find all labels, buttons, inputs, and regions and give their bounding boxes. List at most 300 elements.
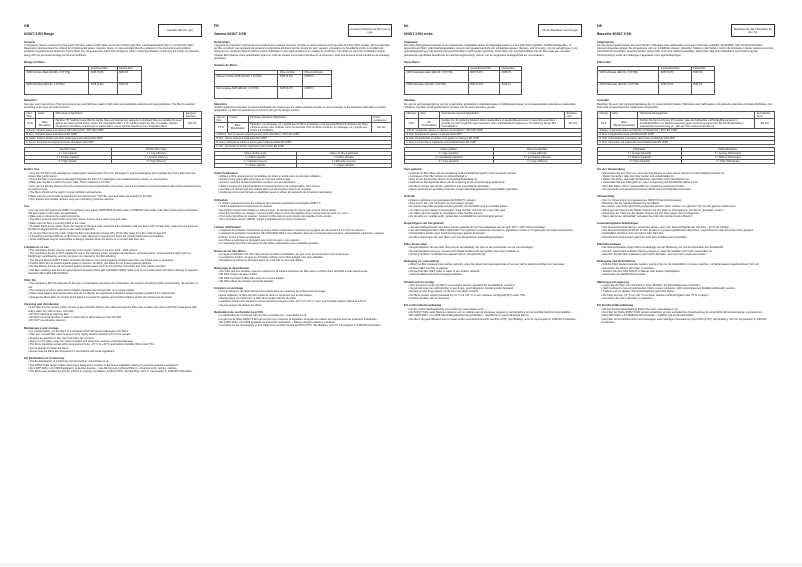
list-item: • De filtermarkeringen zijn voor filters voor niet-aangedreven ademhalingstoestellen. xyxy=(408,236,582,239)
section-heading: Beperkingen van het gebruik xyxy=(404,221,444,226)
list-item: • Het ademhalingstoestel is NIET GESCHIKT voor gebruik in explosieve atmosferen, afgesloten ruimtes en omgevingen met hoge temperaturen. xyxy=(408,229,582,232)
list-item: • Nach Gebrauch muss ein gebrauchter Filter in einem trockenen, dicht verschlossenen Behälter aufbewahrt werden. xyxy=(601,287,775,290)
section-list xyxy=(214,290,392,306)
list-item: • If the filter is to be reused, either remove or keep the filter fitted to the mask and wipe the filter outer surface only with a soft cloth made damp with soapy water. Dry with a clean, soft cloth. xyxy=(28,306,202,313)
range-table-header: Deeltjesfilter xyxy=(500,67,522,71)
list-item: • Assurez-vous que la date d'expiration du filtre n'est pas dépassée. xyxy=(218,181,392,184)
filter-class-table xyxy=(214,151,392,168)
list-item: • La durée d'utilisation d'un filtre dépend des conditions d'utilisation, du type et de la concentration du contaminant. xyxy=(218,253,392,256)
range-table-cell: 6035 Halbmaske (EN140 / 3 STYPE) xyxy=(598,83,659,95)
section-list xyxy=(404,246,582,256)
general-heading: Algemeen xyxy=(404,39,418,44)
list-item: • Pour fixer les filtres au masque : tournez le filtre dans le sens des aiguilles d'une montre jusqu'à sentir un « clic ». xyxy=(218,212,392,215)
list-item: • Partikelfilter schützen nicht vor Gasen oder Dämpfen. xyxy=(601,232,775,235)
gas-filter-row: B Grijs: Anorganische gassen en dampen EN 14387 xyxy=(405,133,582,137)
table-row xyxy=(215,163,392,167)
class-table-cell: 2 = medium efficiency xyxy=(111,156,201,160)
list-item: • EN 14387:2004 + A1:2008 Appareils de protection respiratoire – Filtre(s) antigaz et filtre(s) combinés. xyxy=(218,321,392,324)
range-table-header: Particle Filter xyxy=(117,67,141,71)
section-list xyxy=(214,270,392,283)
list-item: • Soll der Filter wiederverwendet werden, wischen Sie nur die Außenfläche mit einem weichen, mit Seifenwasser angefeuchteten Tuch ab. xyxy=(601,263,775,266)
range-table-header: Gecombineerd filter xyxy=(468,67,500,71)
range-table-cell: 6035 (5-P3) xyxy=(468,83,500,95)
list-item: • Le marquage des filtres correspond à des filtres respiratoires sans ventilation assistée. xyxy=(218,242,392,245)
list-item: • De gebruiksduur van een filter hangt af van de belasting, het type en de concentratie van de verontreiniging. xyxy=(408,246,582,249)
general-text: A respiratory device consists of a face piece (full face mask or half mask) and a pair of filters (gas filter, particulate/particle filter, or combination filter). Respiratory devices clean the inhaled air of detrimental gases, vapours, dusts, or mists provided that the guidance in the instructions and ambient protection regulations are observed. These filters are not guaranteed. Each filter displays a colour coded specification concerning the scope of protection, along with the permitted storage period and conditions. xyxy=(24,43,200,57)
range-table-cell: 6035 P3 xyxy=(691,83,714,95)
list-item: • The filters were certified by and are subject to ongoing surveillance by BSI (2797), Say Building, John M. Keynesplein 9, 1066 EP Amsterdam. xyxy=(28,370,202,373)
selection-table-cell: P3 R xyxy=(215,122,228,132)
class-table-header: Particle Filter Class xyxy=(111,148,201,152)
list-item: • De filters zijn gecertificeerd door en staan onder voortdurend toezicht van BSI (2797), Say Building, John M. Keynesplein 9, 1066 EP Amsterdam. xyxy=(408,318,582,321)
list-item: • The respiratory filter life depends on the type, concentration and nature of contaminant, the wearer's breathing rhythm and intensity, the duration of use. xyxy=(28,282,202,289)
section-heading: Before Use xyxy=(24,167,40,172)
range-of-filters-table xyxy=(597,66,715,95)
section-heading: Reiniging en ontsmetting xyxy=(404,259,439,264)
table-row xyxy=(598,141,775,145)
list-item: • Pour le transport, les filtres doivent être placés dans un conteneur qui évitera tout dommage. xyxy=(218,290,392,293)
list-item: • Die Filterkennzeichnungen gelten für nicht aktiv belüftete Atemschutzfilter. xyxy=(601,236,775,239)
list-item: • Er moeten twee filters tegelijk worden gebruikt, van hetzelfde type en dezelfde klasse. xyxy=(408,205,582,208)
range-table-cell: 6035 Full Face Mask (EN136 / 3 STYPE) xyxy=(25,71,89,83)
range-table-header: Kombinationsfilter xyxy=(659,67,691,71)
list-item: • Zorg ervoor dat u de instructies van het masker opvolgt. xyxy=(408,202,582,205)
section-heading: Filterlebensdauer xyxy=(597,241,622,246)
language-code: FR xyxy=(214,24,219,28)
class-table-cell: 3 = Hohe Wirksamkeit xyxy=(681,160,774,164)
range-table-cell: 6035 P3 xyxy=(500,71,522,83)
range-heading: Gamme de filtres xyxy=(214,63,238,68)
list-item: • L'appareil de protection respiratoire NE CONVIENT PAS à une utilisation dans les environnements suivants : atmosphères explosives, espaces confinés, zones à haute température. xyxy=(218,232,392,239)
list-item: • Remplacez les filtres au plus tard après six mois s'ils ne sont pas utilisés. xyxy=(218,259,392,262)
selection-table-cell: Particles: "R" marking means that the particle filters and particle filter elements in combined filters are suitable for reuse against aerosols (several times). Gases: For combination filters, a "R" marking means the filter is reusable. Vapours: Designates a mandatory requirement on particle filters, it is an optional requirement on combination filters. xyxy=(54,119,184,129)
table-row xyxy=(25,141,202,145)
list-item: • For use only with approved 6035/7.5 respiratory face pieces (6035/7550 full face mask or 6035/400 half mask); refer also to face piece instructions (full face mask or half mask, as applicable). xyxy=(28,209,202,216)
gas-filter-row: E Yellow: Sulphur dioxide and other acidic gases and vapours EN 14387 xyxy=(25,137,202,141)
class-table-cell: 1 = Geringe Kapazität xyxy=(598,152,682,156)
list-item: • NE PAS utiliser de produits nettoyants abrasifs. xyxy=(218,280,392,283)
list-item: • Two filters must be used at the same time; these must be of the same type and class. xyxy=(28,218,202,221)
general-heading: General xyxy=(24,39,35,44)
class-table-header: Klasse gasfilter xyxy=(405,148,494,152)
list-item: • EN 14387:2004 + A1:2008 Ademhalingsbeschermingsmiddelen – Gasfilter(s) en gecombineerde filter(s). xyxy=(408,314,582,317)
list-item: • The EU Declaration of Conformity can be found at: www.dtsafe.co.uk xyxy=(28,360,202,363)
list-item: • Die Filter dürfen nicht in sauerstoffarmer Umgebung verwendet werden. xyxy=(601,185,775,188)
section-heading: Nettoyage et désinfection xyxy=(214,265,250,270)
list-item: • Filters used against detrimental gases that do not display any significant indications require special regulations for replacement. xyxy=(28,292,202,295)
list-item: • For transportation, put the filters in a container which will prevent damage to the filters. xyxy=(28,330,202,333)
section-list xyxy=(24,172,202,202)
list-item: • Make sure to observe the mask instructions. xyxy=(28,215,202,218)
selection-table-cell: Particules : Le marquage « R » signifie que les filtres à particules et les éléments filtrants à particules des filtres combinés peuvent être réutilisés contre les aérosols. Pour les filtres combinés, un marquage « R » signifie que le filtre est réutilisable. xyxy=(248,122,371,132)
selection-table-header: Principaux domaines d'application xyxy=(248,115,371,122)
class-table-header: Classe du filtre à particules xyxy=(296,151,391,155)
range-table-cell: 6035 Half Mask (EN140 / 3 STYPE) xyxy=(25,83,89,95)
section-heading: Filter levensduur xyxy=(404,241,428,246)
list-item: • Normal filtering devices do not protect against certain gases such as CO (carbon monoxide) and CO2 (carbon dioxide). xyxy=(28,265,202,268)
selection-heading: Sélection xyxy=(214,101,227,106)
section-list xyxy=(24,249,202,275)
list-item: • Si le filtre doit être réutilisé, essuyez uniquement la surface extérieure du filtre avec un chiffon doux humidifié à l'eau savonneuse. xyxy=(218,270,392,273)
selection-table-cell: P3 R xyxy=(405,119,419,129)
section-list xyxy=(404,226,582,239)
section-heading: Limitations of use xyxy=(24,244,49,249)
range-table-cell: 6035 P3 xyxy=(500,83,522,95)
class-table-cell: 2 = Efficacité moyenne xyxy=(296,159,391,163)
selection-table-header: Filter Type xyxy=(25,112,36,119)
list-item: • Les filtres à particules ne protègent pas contre les gaz ou les vapeurs. xyxy=(218,239,392,242)
general-text: L'appareil de protection respiratoire est constitué d'un masque (masque complet ou demi-masque) et d'une paire de filtres (filtre antigaz, filtre à particules ou filtre combiné). Les appareils de protection respiratoire éliminent de l'air respiré les gaz, vapeurs, poussières ou brouillards nocifs, à condition de respecter les consignes figurant dans la notice d'utilisation et les réglementations en matière de protection. Ces filtres ne sont pas à utilisation unique. Chaque filtre dispose d'une spécification ayant un code de couleur concernant l'étendue de la protection, ainsi que la durée et les conditions de stockage autorisées. xyxy=(214,43,390,61)
list-item: • Verwenden Sie den Filter nur, wenn die Verpackung vor dem ersten Gebrauch unbeschädigt/versiegelt ist. xyxy=(601,172,775,175)
list-item: • Versuchen Sie NICHT, den Filter zu waschen. xyxy=(601,267,775,270)
list-item: • Deux filtres doivent être utilisés en même temps ; ils doivent être du même type et de la même classe. xyxy=(218,209,392,212)
class-table-cell: 2 = Mittlere Kapazität xyxy=(598,156,682,160)
list-item: • Some individuals may be susceptible to allergic reaction when the device is in contact with their skin. xyxy=(28,238,202,241)
language-column-de xyxy=(597,20,775,324)
section-list xyxy=(404,284,582,300)
selection-table-cell: Deeltjes: De 'R'-markering betekent dat de deeltjesfilters en deeltjesfilterelementen in gecombineerde filters geschikt zijn voor hergebruik tegen aerosolen. Voor combinatiefilters betekent een 'R'-markering dat het filter herbruikbaar is. xyxy=(440,119,565,129)
selection-table-cell: EN 143 xyxy=(184,119,202,129)
selection-table-cell: Partikel: Die Kennzeichnung „R“ bedeutet, dass die Partikelfilter und Partikelfilterelemente in Kombinationsfiltern zur Wiederverwendung gegen Aerosole geeignet sind. Bei Kombinationsfiltern bedeutet die Kennzeichnung „R“, dass der Filter wiederverwendbar ist. xyxy=(638,119,755,129)
list-item: • De 6035/7.5 EN-reeks filters is ontworpen om te voldoen aan de Europese wetgeving met betrekking tot persoonlijke beschermingsmiddelen. xyxy=(408,311,582,314)
class-table-cell: 1 = lage capaciteit xyxy=(405,152,494,156)
list-item: • Probeer de filters niet te repareren. xyxy=(408,297,582,300)
class-table-cell: 2 = medium capacity xyxy=(25,156,112,160)
list-item: • Only trained and suitable persons may use respiratory protective devices. xyxy=(28,198,202,201)
list-item: • De EU-conformiteitsverklaring is te vinden op: www.dtsafe.co.uk xyxy=(408,308,582,311)
class-table-cell: 3 = Hohe Kapazität xyxy=(598,160,682,164)
section-heading: Cleaning and disinfection xyxy=(24,301,60,306)
gas-filter-row: B Grau: Anorganische Gase und Dämpfe EN 14387 xyxy=(598,133,775,137)
gas-filter-row: A Marron : Gaz et vapeurs organiques avec point d'ébullition > 65°C EN 14387 xyxy=(215,132,392,136)
gas-filter-row: B Gris : Gaz et vapeurs inorganiques EN 14387 xyxy=(215,136,392,140)
range-table-cell: 6035 (5-P3) xyxy=(89,71,117,83)
list-item: • À utiliser uniquement avec les masques de protection respiratoire homologués 6035/7.5. xyxy=(218,202,392,205)
list-item: • Die Filter sind zertifiziert durch und unterliegen einer ständigen Überwachung durch BSI (2797), Say Building, John M. Keynesplein 9, 1066 EP Amsterdam. xyxy=(601,318,775,325)
list-item: • Es müssen zwei Filter gleichzeitig verwendet werden; diese müssen vom gleichen Typ und der gleichen Klasse sein. xyxy=(601,205,775,208)
filter-class-table xyxy=(404,147,582,164)
list-item: • Stellen Sie sicher, dass das Verfallsdatum des Filters nicht überschritten ist. xyxy=(601,178,775,181)
list-item: • Change the filters after six months at the latest if not used (for particle and combined filters) and/or the hazard can be tested. xyxy=(28,296,202,299)
class-table-cell: 1 = Faible capacité xyxy=(215,155,297,159)
class-table-cell: 3 = High capacity xyxy=(25,160,112,164)
list-item: • Voor transport moeten de filters in een houder worden geplaatst die beschadiging voorkomt. xyxy=(408,284,582,287)
section-heading: Vor der Verwendung xyxy=(597,167,625,172)
selection-table-cell: Blanc (Réutilisable) xyxy=(227,122,248,132)
selection-table-cell: EN 143 xyxy=(565,119,582,129)
table-row xyxy=(215,74,332,86)
list-item: • Alleen getrainde en geschikte personen mogen ademhalingsbeschermingsmiddelen gebruiken. xyxy=(408,188,582,191)
filter-selection-table xyxy=(404,111,582,145)
list-item: • The filtering device 6035/7.5 offers protection for short or long period against contaminants that may irritate eyes or penetrate. xyxy=(28,259,202,262)
list-item: • Das Atemschutzgerät ist NICHT für den Einsatz in explosionsgefährdeten Bereichen, engen Räumen oder bei hoher Hitze geeignet. xyxy=(601,229,775,232)
list-item: • La présence d'odeur, de goût ou d'irritation indique que le filtre antigaz n'est plus utilisable. xyxy=(218,256,392,259)
list-item: • Controleer of het filter schoon en onbeschadigd is. xyxy=(408,175,582,178)
list-item: • Wenn das Atmen schwerfällt, verlassen Sie sofort den kontaminierten Bereich. xyxy=(601,215,775,218)
selection-table-header: Colour xyxy=(36,112,54,119)
section-heading: Filter life xyxy=(24,278,37,283)
list-item: • Ersetzen Sie die Filter spätestens nach sechs Monaten, wenn sie nicht verwendet wurden. xyxy=(601,253,775,256)
list-item: • The respiratory device is NOT suitable for use in the following areas: explosive atmospheres, confined spaces, areas involving high heat (e.g. firefighting), sandblasting, and any purpose not covered by the filter labelling. xyxy=(28,252,202,259)
table-row xyxy=(215,122,392,132)
list-item: • De aanwezigheid van geur, smaak en/of irritatie betekent dat het gasfilter niet meer bruikbaar is. xyxy=(408,250,582,253)
selection-text: Beachten Sie auch die Gebrauchsanleitung der zu verwendenden Maske (Vollmaske oder Halbmaske) und geltende nationale und lokale Richtlinien. Der Filter wird entsprechend der Gefahrenart ausgewählt. xyxy=(597,102,773,109)
list-item: • Make sure the filter is correctly fitted to the mask. xyxy=(28,222,202,225)
section-list xyxy=(597,263,775,276)
gas-filter-row: B Grey: Inorganic gases and vapours EN 14387 xyxy=(25,133,202,137)
class-table-header: Classe du filtre à gaz xyxy=(215,151,297,155)
product-range-title: 6035/7.5 EN Range xyxy=(24,32,55,37)
list-item: • Die Filter sind bei -10 °C bis +30 °C und einer relativen Luftfeuchtigkeit unter 75 % zu lagern. xyxy=(601,294,775,297)
selection-table-header: Couleur xyxy=(227,115,248,122)
product-range-title: Gamme 6035/7.5 EN xyxy=(214,32,247,37)
section-list xyxy=(24,282,202,298)
list-item: • DO NOT attempt to wash the filter. xyxy=(28,313,202,316)
list-item: • Als het ademen moeilijk wordt, verlaat dan onmiddellijk het verontreinigde gebied. xyxy=(408,215,582,218)
list-item: • To attach filters to the mask: check the integrity of the face seal, rotate the filter clockwise until you feel a 'lock' (image 3/4), make sure the arrow on the filter is aligned with the arrow on the mask (image 3/5). xyxy=(28,225,202,232)
class-table-cell: 3 = High efficiency xyxy=(111,160,201,164)
selection-table-header: Europese norm xyxy=(565,112,582,119)
list-item: • Verwenden Sie das Filtergerät nur, wenn Umgebung und Schadstoffe bekannt sind. xyxy=(601,181,775,184)
filter-class-table xyxy=(597,147,775,164)
language-code: NL xyxy=(404,24,409,28)
range-heading: Serie filters xyxy=(404,60,420,65)
list-item: • Das Atemschutzgerät darf nur verwendet werden, wenn der Sauerstoffgehalt der Luft 19,5 – 23 % Vol. beträgt. xyxy=(601,226,775,229)
list-item: • La gamme de filtres 6035/7.5 EN est conçue pour respecter la législation européenne relative aux équipements de protection individuelle. xyxy=(218,318,392,321)
selection-text: Veuillez également consulter le manuel d'utilisation du masque qui est utilisé (masque complet ou demi-masque) et les directives nationales et locales applicables. Le filtre est sélectionné en fonction du type de danger présent. xyxy=(214,105,387,113)
list-item: • NE PAS immerger le filtre dans l'eau ou un autre liquide. xyxy=(218,277,392,280)
list-item: • Veillez à respecter les instructions du masque. xyxy=(218,205,392,208)
range-table-cell: 6035 P3 xyxy=(691,71,714,83)
general-heading: Généralités xyxy=(214,39,230,44)
gas-filter-row: K Grün: Ammoniak und organische Ammoniakderivate EN 14387 xyxy=(598,141,775,145)
section-heading: Verwendung xyxy=(597,194,615,199)
section-list xyxy=(214,253,392,263)
class-table-cell: 2 = gemiddelde efficiëntie xyxy=(493,156,581,160)
class-table-header: Gas Filter Class xyxy=(25,148,112,152)
range-table-cell: 6035 (5-P3) xyxy=(468,71,500,83)
list-item: • Gebruik het filterapparaat alleen als de omgeving en de verontreiniging bekend zijn. xyxy=(408,181,582,184)
list-item: • Vervang de filters na uiterlijk zes maanden als ze niet gebruikt zijn. xyxy=(408,253,582,256)
class-table-cell: 3 = hoge efficiëntie xyxy=(493,160,581,164)
selection-table-cell: White (Reusable) xyxy=(36,119,54,129)
list-item: • The filter markings and lines for gas-powered respirator filters (EN 12941/EN 12942) make sure not to contact them with filter markings of powered respirator filters (EN 12941/12942). xyxy=(28,269,202,276)
list-item: • Bewaar op een droge plaats, uit de buurt van direct zonlicht. xyxy=(408,290,582,293)
list-item: • Zorg ervoor dat het filter binnen de houdbaarheidsdatum is. xyxy=(408,178,582,181)
list-item: • To remove filters from the mask: rotate the filter anti-clockwise (image 3/6), lift the filter away from the mask (image 3/7). xyxy=(28,232,202,235)
list-item: • Pour retirer les filtres du masque : tournez le filtre dans le sens inverse des aiguilles d'une montre. xyxy=(218,215,392,218)
list-item: • Store in a dry place, away from direct sunlight and away from sources of physical damage. xyxy=(28,340,202,343)
range-table-cell: 6035 (5-P3) xyxy=(89,83,117,95)
list-item: • DO NOT use abrasive cleaners. xyxy=(28,319,202,322)
product-range-title: Baureihe 6035/7.5 EN xyxy=(597,32,632,37)
gas-filter-row: K Green: Ammonia and organic Ammonia derivatives EN 14387 xyxy=(25,141,202,145)
table-row xyxy=(405,119,582,129)
gas-filter-row: E Jaune : Dioxyde de soufre et autres gaz et vapeurs acides EN 14387 xyxy=(215,140,392,144)
table-row xyxy=(215,144,392,148)
selection-heading: Selection xyxy=(24,98,37,103)
selection-table-header: Voornaamste toepassingsgebieden xyxy=(440,112,565,119)
selection-table-header: Filtertyp xyxy=(598,112,611,119)
list-item: • Geruch, Geschmack und/oder Reizung zeigen an, dass der Gasfilter nicht mehr verwendbar ist. xyxy=(601,250,775,253)
list-item: • If breathing becomes difficult, or dizziness or other distress is experienced, leave the contaminated area immediately. xyxy=(28,235,202,238)
table-row xyxy=(25,71,142,83)
general-text: Ein Atemschutzgerät besteht aus einer Maske (Vollmaske oder Halbmaske) und einem Filterpaar (Gasfilter, Partikelfilter oder Kombinationsfilter). Atemschutzgeräte reinigen die eingeatmete Luft von schädlichen Gasen, Dämpfen, Stäuben oder Nebeln, sofern die Hinweise in dieser Anleitung und die Arbeitsschutzvorschriften beachtet werden. Diese Filter sind nicht wiederverwendbar. Jeder Filter trägt eine farbkodierte Kennzeichnung des Schutzumfangs sowie der zulässigen Lagerdauer und Lagerbedingungen. xyxy=(597,43,773,57)
section-list xyxy=(404,263,582,276)
section-list xyxy=(214,202,392,222)
selection-text: See also user instructions of the face piece to be used (full face mask or half mask) and applicable national and local guidelines. The filter is selected according to the type of hazard present. xyxy=(24,102,195,109)
class-table-cell: 1 = Geringe Wirksamkeit xyxy=(681,152,774,156)
filter-class-table xyxy=(24,147,202,164)
class-table-header: Partikelfilterklasse xyxy=(681,148,774,152)
class-table-cell: 3 = hoge capaciteit xyxy=(405,160,494,164)
list-item: • Versuchen Sie nicht, die Filter zu reparieren. xyxy=(601,297,775,300)
list-item: • Nur zur Verwendung mit zugelassenen 6035/7.5 Atemschutzmasken. xyxy=(601,199,775,202)
range-heading: Range of filters xyxy=(24,60,46,65)
table-row xyxy=(405,141,582,145)
selection-table-header: Filtertype xyxy=(405,112,419,119)
list-item: • Les filtres ont été homologués et font l'objet d'un contrôle continu par BSI (2797), Say Building, John M. Keynesplein 9, 1066 EP Amsterdam. xyxy=(218,324,392,327)
language-column-nl xyxy=(404,20,582,321)
list-item: • Om filters van het masker te verwijderen: draai het filter linksom. xyxy=(408,212,582,215)
selection-table-cell: EN 143 xyxy=(371,122,391,132)
range-table-cell: 6035 P3 xyxy=(303,86,332,98)
section-heading: Voor gebruik xyxy=(404,167,422,172)
range-table-cell: 6035 Volgelaatsmasker (EN136 / 3 STYPE) xyxy=(405,71,469,83)
list-item: • Only use the filtering device where the environment and contamination are known, and the composition of the atmosphere will remain constant during the period of use. xyxy=(28,185,202,192)
gas-filter-row: K Groen: Ammoniak en organische ammoniakderivaten EN 14387 xyxy=(405,141,582,145)
list-item: • Stellen Sie sicher, dass der Filter sauber und unbeschädigt ist. xyxy=(601,175,775,178)
section-list xyxy=(404,172,582,192)
class-table-cell: 2 = Capacité moyenne xyxy=(215,159,297,163)
section-heading: Utilisation xyxy=(214,197,228,202)
range-table-cell: 6035 (5-P3) xyxy=(659,83,691,95)
section-list xyxy=(597,199,775,219)
selection-table-header: Kleur xyxy=(418,112,439,119)
table-row xyxy=(405,83,522,95)
list-item: • After use, unused filter must be kept in a dry, tightly sealed container if it is to be reused. xyxy=(28,333,202,336)
language-column-fr xyxy=(214,20,392,327)
list-item: • De filters moeten niet worden gebruikt in een zuurstofarme atmosfeer. xyxy=(408,185,582,188)
list-item: • La déclaration de conformité UE peut être consultée sur : www.dtsafe.co.uk xyxy=(218,314,392,317)
section-heading: EU-conformiteitsverklaring xyxy=(404,303,442,308)
filter-label-note-box: Beachten Sie das Filteretikett für den Typ xyxy=(731,24,775,37)
range-of-filters-table xyxy=(214,70,332,99)
list-item: • Ensure that the filters are disposed of in accordance with local regulations. xyxy=(28,350,202,353)
list-item: • Check the filter is clean and undamaged. Replace the filter if it is damaged, has sustained heavy impact, or compression. xyxy=(28,178,202,181)
section-list xyxy=(597,284,775,300)
section-heading: EU-Konformitätserklärung xyxy=(597,303,634,308)
class-table-cell: 2 = gemiddelde capaciteit xyxy=(405,156,494,160)
selection-table-header: Type de filtre xyxy=(215,115,228,122)
list-item: • Ne pas essayer de réparer les filtres. xyxy=(218,304,392,307)
list-item: • Het ademhalingstoestel mag alleen worden gebruikt als het zuurstofgehalte van de lucht 19,5 – 23% volume bedraagt. xyxy=(408,226,582,229)
range-heading: Filterreihe xyxy=(597,60,611,65)
list-item: • Replace as specified in the 'Use' and 'Filter life' sections. xyxy=(28,337,202,340)
list-item: • The respiratory device may be used only if the oxygen content of the air is 19.5 – 23% volume. xyxy=(28,249,202,252)
section-list xyxy=(24,360,202,373)
list-item: • Die Gebrauchsdauer eines Filters ist abhängig von der Belastung, Art und Konzentration des Schadstoffs. xyxy=(601,246,775,249)
section-heading: Limites d'utilisation xyxy=(214,224,242,229)
list-item: • Les filtres doivent être stockés à une température comprise entre -10 °C et +30 °C, avec une humidité relative inférieure à 75 %. xyxy=(218,300,392,303)
class-table-cell: 1 = Low capacity xyxy=(25,152,112,156)
table-row xyxy=(25,119,202,129)
section-heading: Use xyxy=(24,204,30,209)
range-table-cell: 6035 P3 xyxy=(117,71,141,83)
section-heading: Durée de vie des filtres xyxy=(214,248,246,253)
list-item: • EN 14387:2004 + A1:2008 Atemschutzgeräte – Gasfilter und Kombinationsfilter. xyxy=(601,314,775,317)
selection-table-cell: P3 R xyxy=(25,119,36,129)
list-item: • Seules les personnes formées et qualifiées peuvent utiliser les appareils de protection respiratoire. xyxy=(218,191,392,194)
table-row xyxy=(598,119,775,129)
range-table-cell: Demi-masque 6035 (EN140 / 3 STYPE) xyxy=(215,86,278,98)
table-row xyxy=(25,83,142,95)
section-list xyxy=(24,330,202,353)
table-row xyxy=(598,71,715,83)
range-table-cell: 6035 (5-P3) xyxy=(659,71,691,83)
section-heading: Avant l'utilisation xyxy=(214,170,238,175)
range-of-filters-table xyxy=(24,66,142,95)
list-item: • De filters moeten worden bewaard bij -10 °C tot +30 °C en een relatieve vochtigheid (RV) onder 75%. xyxy=(408,294,582,297)
range-table-cell: 6035 (5-P3) xyxy=(278,74,303,86)
list-item: • Dompel het filter NIET onder in water of een andere vloeistof. xyxy=(408,270,582,273)
section-list xyxy=(597,226,775,239)
filter-label-note-box: See filter label for type xyxy=(158,24,202,37)
list-item: • Si la respiration devient difficile, quittez immédiatement la zone contaminée. xyxy=(218,218,392,221)
list-item: • NE PAS essayer de laver le filtre. xyxy=(218,273,392,276)
filter-selection-table xyxy=(24,111,202,145)
range-table-header: Combined Filter xyxy=(89,67,117,71)
filter-selection-table xyxy=(214,115,392,149)
gas-filter-row: K Vert : Ammoniac et dérivés organiques d'ammoniac EN 14387 xyxy=(215,144,392,148)
selection-table-cell: P3 R xyxy=(598,119,611,129)
section-list xyxy=(597,308,775,324)
selection-table-cell: EN 143 xyxy=(755,119,775,129)
list-item: • Particle filters do not protect against gases or vapours. Similarly, gas filters do not protect against particles. xyxy=(28,262,202,265)
selection-heading: Auswahl xyxy=(597,98,609,103)
section-list xyxy=(404,308,582,321)
class-table-cell: 1 = lage efficiëntie xyxy=(493,152,581,156)
list-item: • The filters should not be used in oxygen deficient atmospheres. xyxy=(28,191,202,194)
class-table-header: Klasse deeltjesfilter xyxy=(493,148,581,152)
gas-filter-row: E Gelb: Schwefeldioxid und andere saure Gase und Dämpfe EN 14387 xyxy=(598,137,775,141)
list-item: • Alleen te gebruiken met goedgekeurde 6035/7.5 maskers. xyxy=(408,199,582,202)
selection-table-header: Europäische Norm xyxy=(755,112,775,119)
list-item: • The filters should be stored within temperature limits: -10 °C to +30 °C and relative humidity (RH) under 75%. xyxy=(28,343,202,346)
gas-filter-row: E Geel: Zwaveldioxide en andere zure gassen en dampen EN 14387 xyxy=(405,137,582,141)
table-row xyxy=(598,160,775,164)
selection-table-header: Farbe xyxy=(610,112,638,119)
section-list xyxy=(214,229,392,245)
range-table-cell: 6035 P3 xyxy=(117,83,141,95)
range-table-cell: 6035 Halfmasker (EN140 / 3 STYPE) xyxy=(405,83,469,95)
selection-table-header: Hauptanwendungsgebiete xyxy=(638,112,755,119)
page-bottom-divider xyxy=(0,564,802,565)
section-heading: Entretien et stockage xyxy=(214,286,244,291)
section-list xyxy=(404,199,582,219)
range-of-filters-table xyxy=(404,66,522,95)
list-item: • Les filtres ne doivent pas être utilisés dans une atmosphère pauvre en oxygène. xyxy=(218,188,392,191)
table-row xyxy=(598,83,715,95)
list-item: • Only use the filter if the packaging is undamaged / sealed before first use. Damaged or opened packaging will invalidate the expiry date and may reduce filter performance. xyxy=(28,172,202,179)
range-table-cell: Masque complet 6035 (EN136 / 3 STYPE) xyxy=(215,74,278,86)
list-item: • Probeer NIET het filter te wassen. xyxy=(408,267,582,270)
section-list xyxy=(597,246,775,256)
range-table-header: Filtre à particules xyxy=(303,70,332,74)
list-item: • Om filters op het masker te bevestigen: draai het filter rechtsom tot u een 'klik' voelt. xyxy=(408,209,582,212)
list-item: • The 6035/7.5 EN range of filters have been designed to conform to European legislation relating to personal protective equipment. xyxy=(28,364,202,367)
filter-label-note-box: Zie het filteretiket voor het type xyxy=(538,24,582,37)
